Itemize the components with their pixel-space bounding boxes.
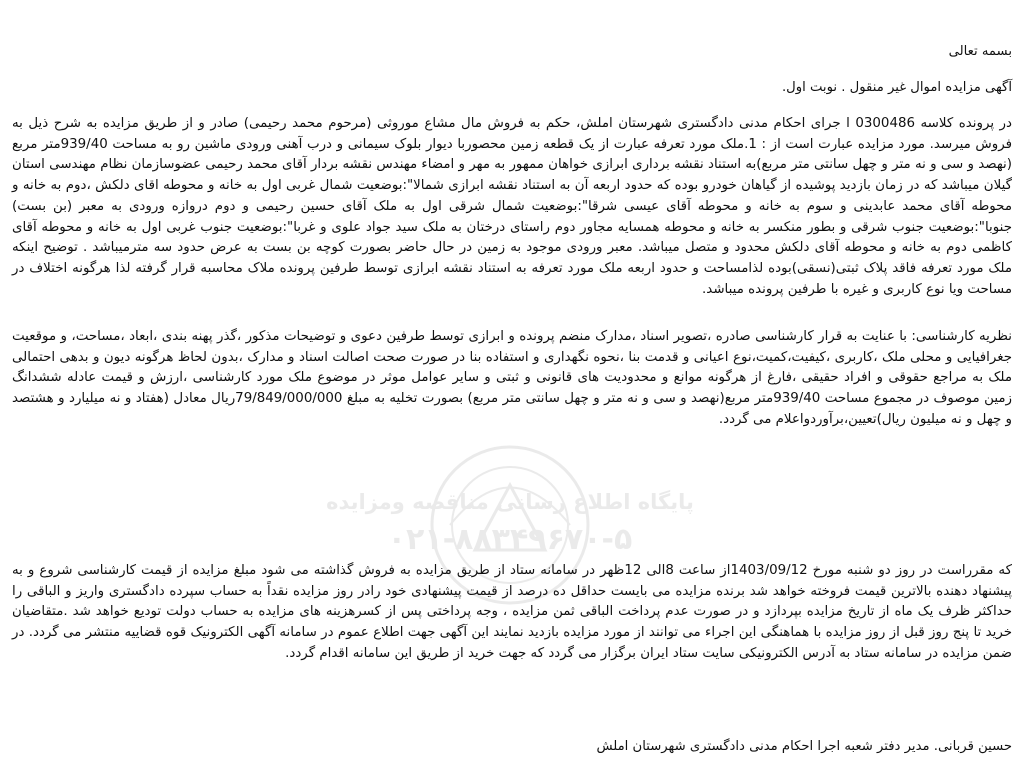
- signature: حسین قربانی. مدیر دفتر شعبه اجرا احکام مدنی دادگستری شهرستان املش: [596, 739, 1012, 754]
- expert-opinion: نظریه کارشناسی: با عنایت به قرار کارشناسی صادره ،تصویر اسناد ،مدارک منضم پرونده و ابرازی توسط طرفین دعوی و توضیحات مذکور ،گذر پهنه بندی ،ابعاد ،مساحت، و موقعیت جغرافیایی و محلی ملک ،کاربری ،کیفیت،کمیت،نوع اعیانی و قدمت بنا ،نحوه نگهداری و استفاده بنا در صورت صحت اصالت اسناد و مدارک ،بدون لحاظ هرگونه دیون و بدهی احتمالی ملک به مراجع حقوقی و افراد حقیقی ،فارغ از هرگونه موانع و محدودیت های قانونی و ثبتی و سایر عوامل موثر در موضوع ملک مورد کارشناسی ،ارزش و قیمت عادله ششدانگ زمین موصوف در مجموع مساحت 939/40متر مربع(نهصد و سی و نه متر و چهل سانتی متر مربع) بصورت تخلیه به مبلغ 79/849/000/000ریال معادل (هفتاد و نه میلیارد و هشتصد و چهل و نه میلیون ریال)تعیین،برآوردواعلام می گردد.: [12, 329, 1013, 427]
- bismillah: بسمه تعالی: [948, 44, 1012, 59]
- watermark-phone: ۰۲۱-۸۸۳۴۹۶۷۰-۵: [387, 522, 633, 557]
- watermark-title: پایگاه اطلاع رسانی مناقصه ومزایده: [326, 490, 694, 514]
- auction-terms: که مقرراست در روز دو شنبه مورخ 1403/09/12از ساعت 8الی 12ظهر در سامانه ستاد از طریق مزایده به فروش گذاشته می شود مبلغ مزایده از قیمت کارشناسی شروع و به پیشنهاد دهنده بالاترین قیمت فروخته خواهد شد برنده مزایده می بایست حداقل ده درصد از قیمت پیشنهادی خود رادر روز مزایده نقداً به حساب سپرده دادگستری واریز و الباقی را حداکثر ظرف یک ماه از تاریخ مزایده بپردازد و در صورت عدم پرداخت الباقی ثمن مزایده ، وجه پرداختی پس از کسرهزینه های مزایده به حساب دولت تودیع خواهد شد .متقاضیان خرید تا پنج روز قبل از روز مزایده با هماهنگی این اجراء می توانند از مورد مزایده بازدید نمایند این آگهی جهت اطلاع عموم در سامانه آگهی الکترونیک قوه قضاییه منتشر می گردد. در ضمن مزایده در سامانه ستاد به آدرس الکترونیکی سایت ستاد ایران برگزار می گردد که جهت خرید از طریق این سامانه اقدام گردد.: [12, 563, 1012, 661]
- page-title: آگهی مزایده اموال غیر منقول . نوبت اول.: [781, 80, 1012, 95]
- property-description: در پرونده کلاسه 0300486 ا جرای احکام مدنی دادگستری شهرستان املش، حکم به فروش مال مشاع موروثی (مرحوم محمد رحیمی) صادر و از طریق مزایده به شرح ذیل به فروش میرسد. مورد مزایده عبارت است از : 1.ملک مورد تعرفه عبارت از یک قطعه زمین محصوربا دیوار بلوک سیمانی و درب آهنی ورودی ماشین رو به مساحت 939/40متر مربع (نهصد و سی و نه متر و چهل سانتی متر مربع)به استناد نقشه برداری ابرازی خواهان ممهور به مهر و امضاء مهندس نقشه بردار آقای محمد رحیمی عضوسازمان نظام مهندسی استان گیلان میباشد که در زمان بازدید پوشیده از گیاهان خودرو بوده که حدود اربعه آن به استناد نقشه ابرازی شمالا":بوضعیت شمال غربی اول به خانه و محوطه اقای دلکش ،دوم به خانه و محوطه آقای محمد عابدینی و سوم به خانه و محوطه آقای عیسی شرقا":بوضعیت شمال شرقی اول به ملک آقای حسین رحیمی و دوم دروازه ورودی به معبر (بن بست) جنوبا":بوضعیت جنوب شرقی و بطور منکسر به خانه و محوطه همسایه مجاور دوم راستای درختان به ملک سید جواد علوی و غربا":بوضعیت جنوب غربی اول به خانه و محوطه آقای کاظمی دوم به خانه و محوطه آقای دلکش محدود و متصل میباشد. معبر ورودی موجود به زمین در حال حاضر بصورت کوچه بن بست به عرض حدود سه مترمیباشد . توضیح اینکه ملک مورد تعرفه فاقد پلاک ثبتی(نسقی)بوده لذامساحت و حدود اربعه ملک مورد تعرفه به استناد نقشه ابرازی توسط طرفین پرونده ملاک محاسبه قرار گرفته لذا هرگونه اختلاف در مساحت ویا نوع کاربری و غیره با طرفین پرونده میباشد.: [12, 116, 1012, 297]
